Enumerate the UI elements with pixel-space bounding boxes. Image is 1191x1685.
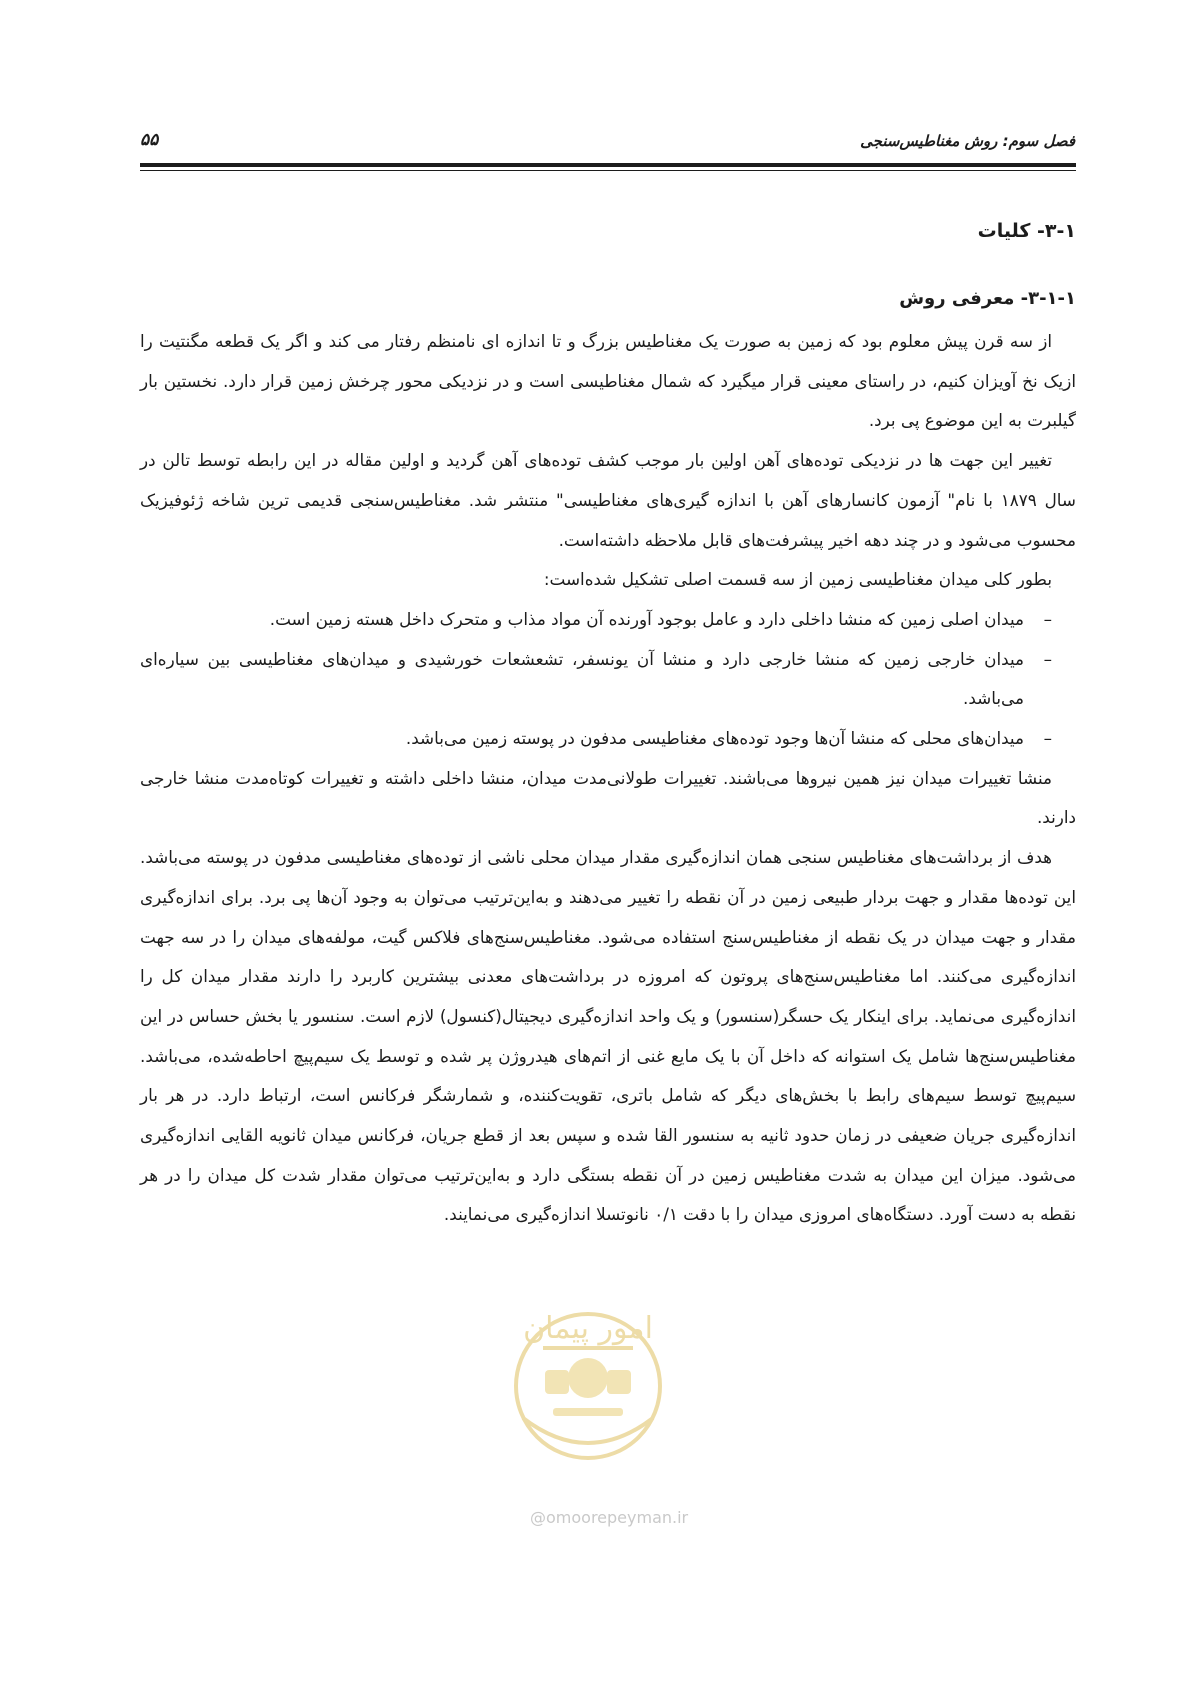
- subsection-heading: ۳-۱-۱- معرفی روش: [899, 288, 1076, 309]
- watermark-url: @omoorepeyman.ir: [530, 1508, 689, 1527]
- paragraph-history: از سه قرن پیش معلوم بود که زمین به صورت یک مغناطیس بزرگ و تا اندازه ای نامنظم رفتار می کند و اگر یک قطعه مگنتیت را ازیک نخ آویزان کنیم، در راستای معینی قرار میگیرد که شمال مغناطیسی است و در نزدیکی محور چرخش زمین قرار دارد. نخستین بار گیلبرت به این موضوع پی برد.: [140, 331, 1076, 431]
- list-dash: –: [1043, 608, 1052, 629]
- page-number: ۵۵: [140, 130, 159, 150]
- body-content: [140, 200, 1076, 1235]
- watermark-logo-text: امور پیمان: [523, 1311, 653, 1346]
- header-rule-thin: [140, 170, 1076, 171]
- list-dash: –: [1043, 648, 1052, 669]
- list-item-text: میدان‌های محلی که منشا آن‌ها وجود توده‌های مغناطیسی مدفون در پوسته زمین می‌باشد.: [405, 728, 1024, 749]
- paragraph-magnetometer: هدف از برداشت‌های مغناطیس سنجی همان اندازه‌گیری مقدار میدان محلی ناشی از توده‌های مغناطیسی مدفون در پوسته می‌باشد. این توده‌ها مقدار و جهت بردار طبیعی زمین در آن نقطه را تغییر می‌دهند و به‌این‌ترتیب می‌توان به وجود آن‌ها پی برد. برای اندازه‌گیری مقدار و جهت میدان در یک نقطه از مغناطیس‌سنج استفاده می‌شود. مغناطیس‌سنج‌های فلاکس گیت، مولفه‌های میدان را در سه جهت اندازه‌گیری می‌کنند. اما مغناطیس‌سنج‌های پروتون که امروزه در برداشت‌های معدنی بیشترین کاربرد را دارند مقدار میدان کل را اندازه‌گیری می‌نماید. برای اینکار یک حسگر(سنسور) و یک واحد اندازه‌گیری دیجیتال(کنسول) لازم است. سنسور یا بخش حساس در این مغناطیس‌سنج‌ها شامل یک استوانه که داخل آن با یک مایع غنی از اتم‌های هیدروژن پر شده و توسط یک سیم‌پیچ احاطه‌شده، می‌باشد. سیم‌پیچ توسط سیم‌های رابط با بخش‌های دیگر که شامل باتری، تقویت‌کننده، و شمارشگر فرکانس است، ارتباط دارد. در هر بار اندازه‌گیری جریان ضعیفی در زمان حدود ثانیه به سنسور القا شده و سپس بعد از قطع جریان، فرکانس میدان ثانویه القایی اندازه‌گیری می‌شود. میزان این میدان به شدت مغناطیس زمین در آن نقطه بستگی دارد و به‌این‌ترتیب می‌توان مقدار شدت کل میدان را در هر نقطه به دست آورد. دستگاه‌های امروزی میدان را با دقت ۰/۱ نانوتسلا اندازه‌گیری می‌نمایند.: [140, 847, 1076, 1225]
- running-header-chapter-title: فصل سوم: روش مغناطیس‌سنجی: [860, 132, 1075, 150]
- section-heading: ۳-۱- کلیات: [977, 220, 1076, 242]
- paragraph-iron-discovery: تغییر این جهت ها در نزدیکی توده‌های آهن اولین بار موجب کشف توده‌های آهن گردید و اولین مقاله در این رابطه توسط تالن در سال ۱۸۷۹ با نام" آزمون کانسارهای آهن با اندازه گیری‌های مغناطیسی" منتشر شد. مغناطیس‌سنجی قدیمی ترین شاخه ژئوفیزیک محسوب می‌شود و در چند دهه اخیر پیشرفت‌های قابل ملاحظه داشته‌است.: [140, 450, 1076, 550]
- list-item: [140, 600, 1052, 640]
- header-rule-thick: [140, 163, 1076, 167]
- field-components-list: [140, 600, 1076, 759]
- list-dash: –: [1043, 728, 1052, 749]
- list-item-text: میدان خارجی زمین که منشا خارجی دارد و منشا آن یونسفر، تشعشعات خورشیدی و میدان‌های مغناطیسی بین سیاره‌ای می‌باشد.: [140, 648, 1024, 709]
- paragraph-field-parts-intro: بطور کلی میدان مغناطیسی زمین از سه قسمت اصلی تشکیل شده‌است:: [543, 569, 1052, 590]
- list-item: [140, 640, 1052, 719]
- paragraph-variation-sources: منشا تغییرات میدان نیز همین نیروها می‌باشند. تغییرات طولانی‌مدت میدان، منشا داخلی داشته و تغییرات کوتاه‌مدت منشا خارجی دارند.: [140, 767, 1076, 828]
- list-item: [140, 719, 1052, 759]
- list-item-text: میدان اصلی زمین که منشا داخلی دارد و عامل بوجود آورنده آن مواد مذاب و متحرک داخل هسته زمین است.: [269, 608, 1024, 629]
- watermark-seal-logo: [483, 1268, 693, 1468]
